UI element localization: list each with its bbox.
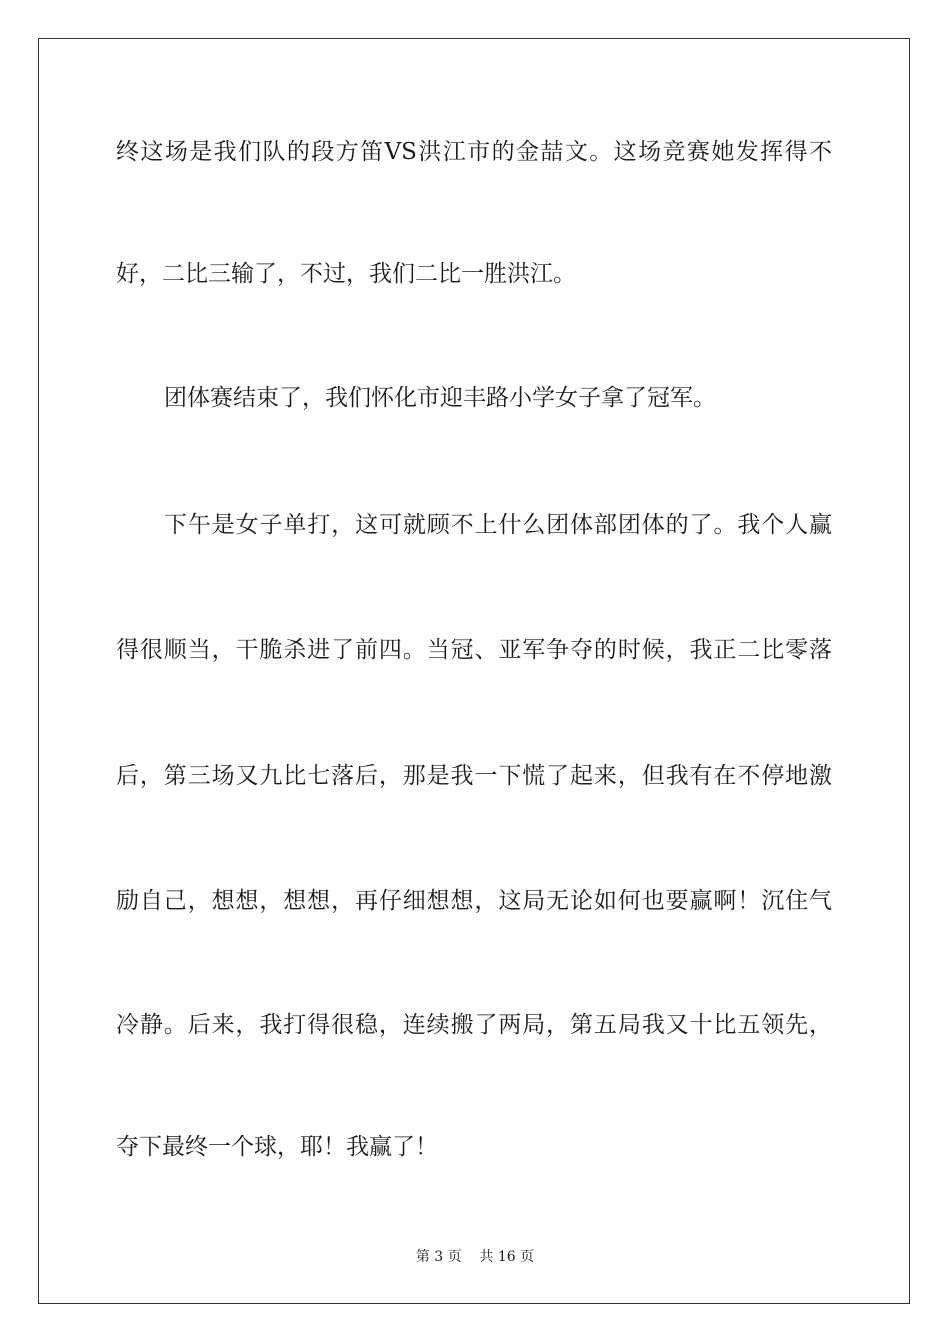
text-line-7: 励自己，想想，想想，再仔细想想，这局无论如何也要赢啊！沉住气 xyxy=(116,888,832,914)
text-line-2: 好，二比三输了，不过，我们二比一胜洪江。 xyxy=(116,261,576,287)
text-line-1: 终这场是我们队的段方笛VS洪江市的金喆文。这场竞赛她发挥得不 xyxy=(116,139,832,165)
text-line-9: 夺下最终一个球，耶！我赢了！ xyxy=(116,1134,438,1160)
page-number-footer: 第 3 页 共 16 页 xyxy=(415,1249,535,1265)
text-line-4: 下午是女子单打，这可就顾不上什么团体部团体的了。我个人赢 xyxy=(164,512,832,538)
text-line-3: 团体赛结束了，我们怀化市迎丰路小学女子拿了冠军。 xyxy=(164,385,716,411)
text-line-6: 后，第三场又九比七落后，那是我一下慌了起来，但我有在不停地激 xyxy=(116,763,832,789)
page-frame xyxy=(38,38,910,1304)
text-line-5: 得很顺当，干脆杀进了前四。当冠、亚军争夺的时候，我正二比零落 xyxy=(116,637,832,663)
text-line-8: 冷静。后来，我打得很稳，连续搬了两局，第五局我又十比五领先， xyxy=(116,1012,832,1038)
